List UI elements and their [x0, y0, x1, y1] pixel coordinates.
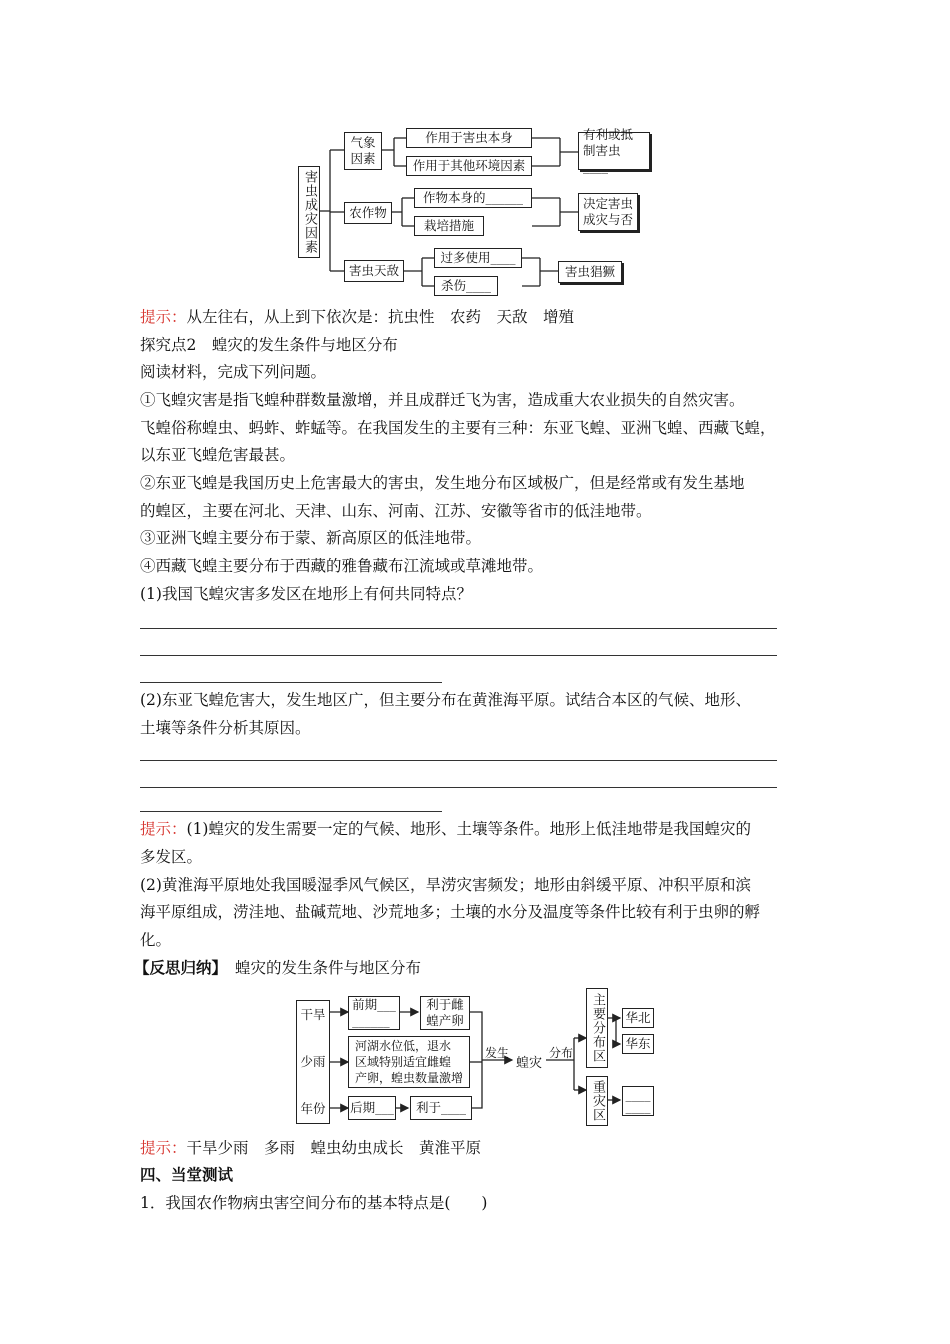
- occur-label: 发生: [485, 1046, 510, 1060]
- answer-line-2b[interactable]: [140, 787, 777, 788]
- reflect-label: 【反思归纳】: [134, 958, 228, 977]
- factor-enemy-box: [344, 260, 404, 282]
- early-period-box: [348, 996, 400, 1030]
- region-huabei-box: [622, 1008, 654, 1028]
- conditions-box: [296, 1000, 330, 1124]
- hint-3: [140, 1137, 481, 1159]
- region-huadong-label: 华东: [625, 1036, 651, 1051]
- hint-2-line-5: 化。: [140, 931, 172, 949]
- hint-2-line-3: (2)黄淮海平原地处我国暖湿季风气候区，旱涝灾害频发；地形由斜缓平原、冲积平原和滨: [140, 876, 751, 894]
- early-period-label: 前期___ ______: [352, 997, 396, 1028]
- instruction-text: 阅读材料，完成下列问题。: [140, 363, 327, 381]
- main-area-box: [586, 988, 608, 1068]
- factor-crop-label: 农作物: [349, 205, 387, 220]
- answer-line-1c[interactable]: [140, 682, 442, 683]
- section-4-title: 四、当堂测试: [140, 1165, 234, 1184]
- material-line-6: ③亚洲飞蝗主要分布于蒙、新高原区的低洼地带。: [140, 529, 482, 547]
- answer-line-1b[interactable]: [140, 655, 777, 656]
- heavy-area-box: [586, 1076, 608, 1126]
- distribution-label: 分布: [549, 1046, 574, 1060]
- material-line-5: 的蝗区，主要在河北、天津、山东、河南、江苏、安徽等省市的低洼地带。: [140, 502, 652, 520]
- mid-label-6: 杀伤____: [440, 278, 491, 293]
- root-factor-box: [298, 166, 320, 258]
- late-result-label: 利于____: [415, 1100, 466, 1115]
- heavy-area-label: 重灾区: [590, 1080, 605, 1122]
- reflect-title: 蝗灾的发生条件与地区分布: [235, 959, 422, 977]
- hint-2-line-4: 海平原组成，涝洼地、盐碱荒地、沙荒地多；土壤的水分及温度等条件比较有利于虫卵的孵: [140, 903, 761, 921]
- disaster-label: 蝗灾: [516, 1056, 543, 1071]
- mid-box-6: [434, 276, 498, 296]
- question-2-line-1: (2)东亚飞蝗危害大，发生地区广，但主要分布在黄淮海平原。试结合本区的气候、地形、: [140, 691, 751, 709]
- mid-label-2: 作用于其他环境因素: [412, 158, 526, 173]
- test-question-1: 1．我国农作物病虫害空间分布的基本特点是( ): [140, 1194, 488, 1212]
- early-result-box: [420, 996, 470, 1030]
- result-box-2: [578, 193, 638, 231]
- hint-3-text: 干旱少雨 多雨 蝗虫幼虫成长 黄淮平原: [186, 1139, 482, 1157]
- result-label-2: 决定害虫成灾与否: [582, 196, 633, 227]
- material-line-7: ④西藏飞蝗主要分布于西藏的雅鲁藏布江流域或草滩地带。: [140, 557, 544, 575]
- section-2-title: 探究点2 蝗灾的发生条件与地区分布: [140, 336, 398, 354]
- heavy-blank-box: [622, 1086, 654, 1116]
- reflect-heading: [134, 957, 422, 979]
- mid-box-4: [414, 216, 484, 236]
- question-1: (1)我国飞蝗灾害多发区在地形上有何共同特点？: [140, 585, 472, 603]
- region-huadong-box: [622, 1034, 654, 1054]
- mid-box-1: [406, 128, 532, 148]
- region-huabei-label: 华北: [625, 1010, 651, 1025]
- mid-label-3: 作物本身的______: [422, 190, 523, 205]
- result-box-3: [558, 261, 622, 283]
- condition-drought: 干旱: [300, 1007, 326, 1022]
- late-result-box: [410, 1096, 472, 1120]
- middle-box: [348, 1036, 470, 1088]
- answer-line-2a[interactable]: [140, 760, 777, 761]
- factor-weather-label: 气象因素: [350, 135, 376, 166]
- hint-2-line-2: 多发区。: [140, 848, 203, 866]
- factor-weather-box: [344, 132, 382, 170]
- late-period-label: 后期___: [350, 1100, 394, 1115]
- hint-1-text: 从左往右，从上到下依次是：抗虫性 农药 天敌 增殖: [186, 308, 575, 326]
- material-line-3: 以东亚飞蝗危害最甚。: [140, 446, 296, 464]
- hint-3-label: 提示：: [140, 1139, 187, 1157]
- factor-enemy-label: 害虫天敌: [348, 263, 399, 278]
- result-label-3: 害虫猖獗: [564, 264, 615, 279]
- answer-line-1a[interactable]: [140, 628, 777, 629]
- result-label-1: 有利或抵制害虫____: [583, 127, 634, 174]
- main-area-label: 主要分布区: [590, 993, 605, 1063]
- mid-box-3: [414, 188, 532, 208]
- hint-2-text-1: (1)蝗灾的发生需要一定的气候、地形、土壤等条件。地形上低洼地带是我国蝗灾的: [186, 820, 751, 838]
- condition-year: 年份: [300, 1101, 326, 1116]
- early-result-label: 利于雌 蝗产卵: [426, 997, 464, 1028]
- mid-label-1: 作用于害虫本身: [425, 130, 513, 145]
- hint-1-label: 提示：: [140, 308, 187, 326]
- late-period-box: [348, 1096, 396, 1120]
- mid-label-5: 过多使用____: [440, 250, 516, 265]
- material-line-4: ②东亚飞蝗是我国历史上危害最大的害虫，发生地分布区域极广，但是经常或有发生基地: [140, 474, 745, 492]
- material-line-1: ①飞蝗灾害是指飞蝗种群数量激增，并且成群迁飞为害，造成重大农业损失的自然灾害。: [140, 391, 745, 409]
- mid-label-4: 栽培措施: [423, 218, 474, 233]
- result-box-1: [578, 127, 650, 174]
- hint-2-label: 提示：: [140, 820, 187, 838]
- answer-line-2c[interactable]: [140, 811, 442, 812]
- mid-box-5: [434, 248, 522, 268]
- mid-box-2: [406, 156, 532, 176]
- condition-little-rain: 少雨: [300, 1054, 326, 1069]
- hint-2-line-1: [140, 818, 751, 840]
- middle-label: 河湖水位低，退水 区域特别适宜雌蝗 产卵，蝗虫数量激增: [354, 1039, 463, 1085]
- material-line-2: 飞蝗俗称蝗虫、蚂蚱、蚱蜢等。在我国发生的主要有三种：东亚飞蝗、亚洲飞蝗、西藏飞蝗，: [140, 419, 776, 437]
- heavy-blank-label: ____ ____: [625, 1087, 651, 1114]
- root-factor-label: 害虫成灾因素: [302, 170, 317, 254]
- question-2-line-2: 土壤等条件分析其原因。: [140, 719, 311, 737]
- hint-1: [140, 306, 574, 328]
- factor-crop-box: [344, 202, 392, 224]
